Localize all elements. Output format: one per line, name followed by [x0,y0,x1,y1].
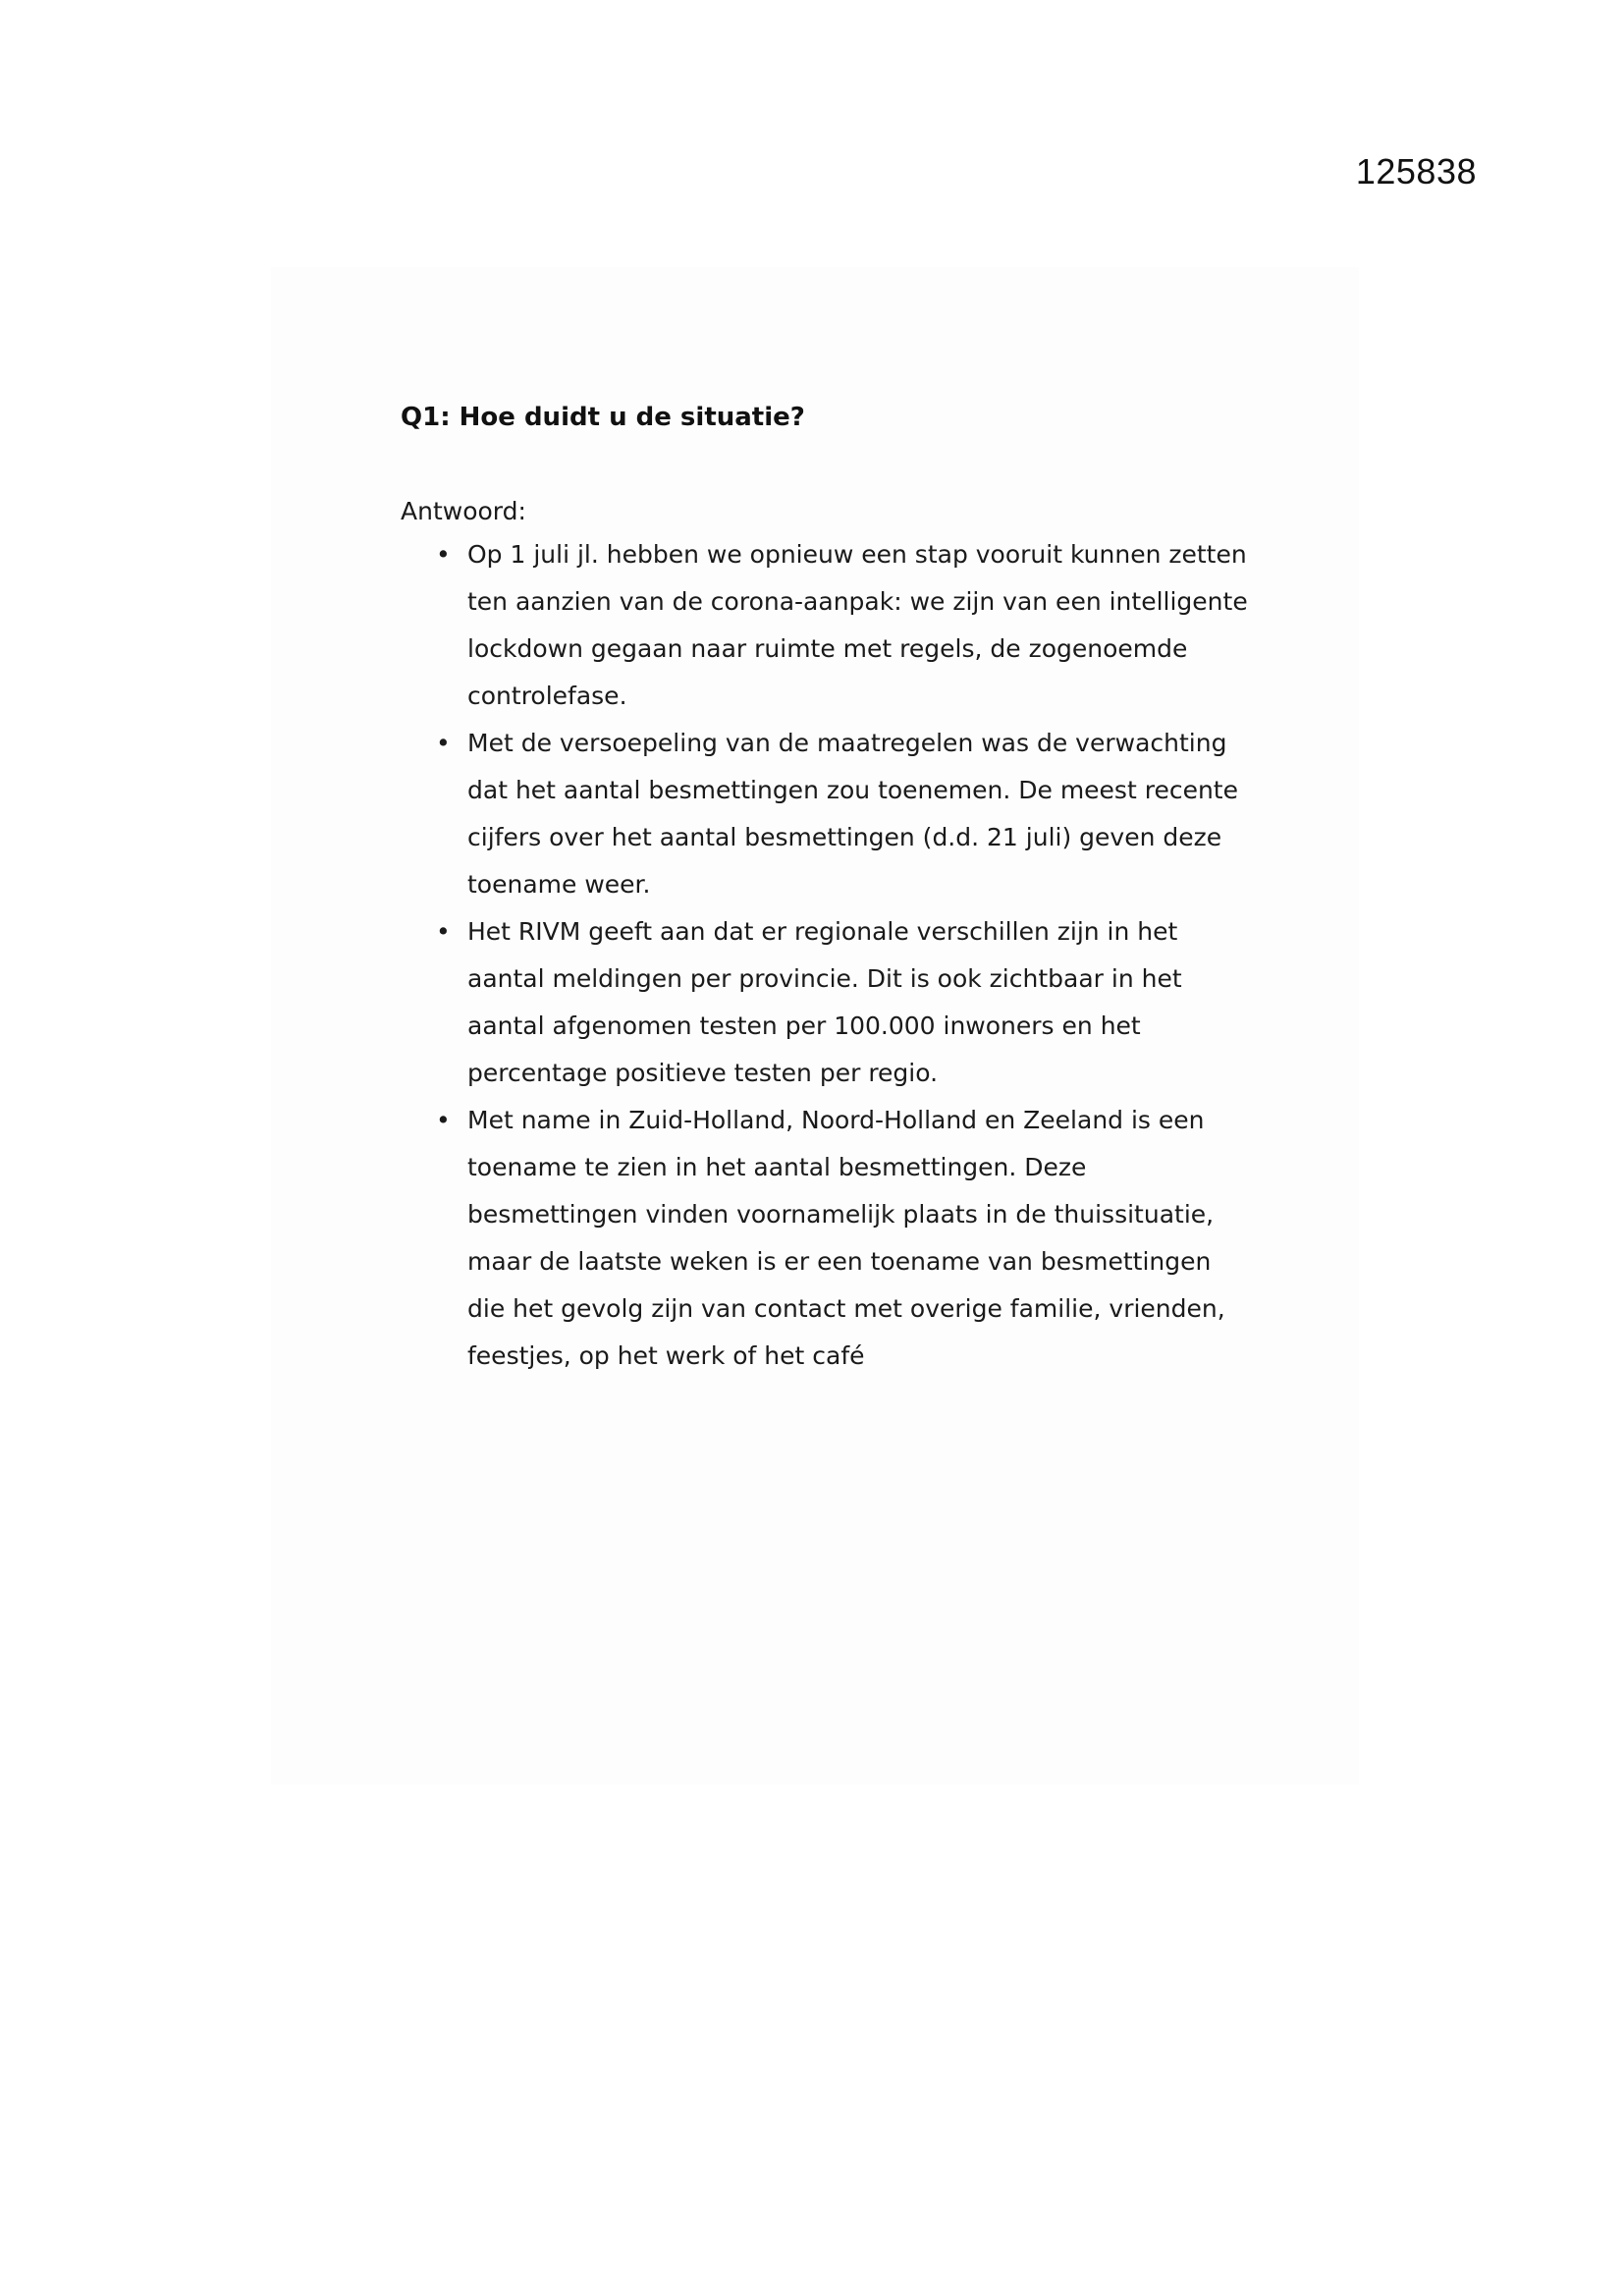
document-number: 125838 [1355,151,1477,191]
answer-label: Antwoord: [401,497,526,525]
answer-bullet-2 [401,720,1253,908]
bullet-dot-icon: • [436,1106,451,1134]
answer-bullet-4 [401,1097,1253,1380]
answer-bullet-text: Met name in Zuid-Holland, Noord-Holland en Zeeland is een toename te zien in het aantal besmettingen. Deze besmettingen vinden voornamelijk plaats in de thuissituatie, maar de laatste weken is er een toename van besmettingen die het gevolg zijn van contact met overige familie, vrienden, feestjes, op het werk of het café [467,1106,1225,1370]
answer-bullet-text: Het RIVM geeft aan dat er regionale verschillen zijn in het aantal meldingen per provincie. Dit is ook zichtbaar in het aantal afgenomen testen per 100.000 inwoners en het percentage positieve testen per regio. [467,917,1182,1087]
answer-bullet-list [401,531,1248,1380]
answer-bullet-text: Met de versoepeling van de maatregelen was de verwachting dat het aantal besmettingen zou toenemen. De meest recente cijfers over het aantal besmettingen (d.d. 21 juli) geven deze toename weer. [467,729,1238,899]
answer-bullet-text: Op 1 juli jl. hebben we opnieuw een stap vooruit kunnen zetten ten aanzien van de corona-aanpak: we zijn van een intelligente lockdown gegaan naar ruimte met regels, de zogenoemde controlefase. [467,540,1248,710]
bullet-dot-icon: • [436,729,451,757]
answer-bullet-3 [401,908,1253,1097]
question-heading: Q1: Hoe duidt u de situatie? [401,403,805,432]
bullet-dot-icon: • [436,917,451,946]
bullet-dot-icon: • [436,540,451,569]
answer-bullet-1 [401,531,1253,720]
document-content [401,398,1248,1380]
